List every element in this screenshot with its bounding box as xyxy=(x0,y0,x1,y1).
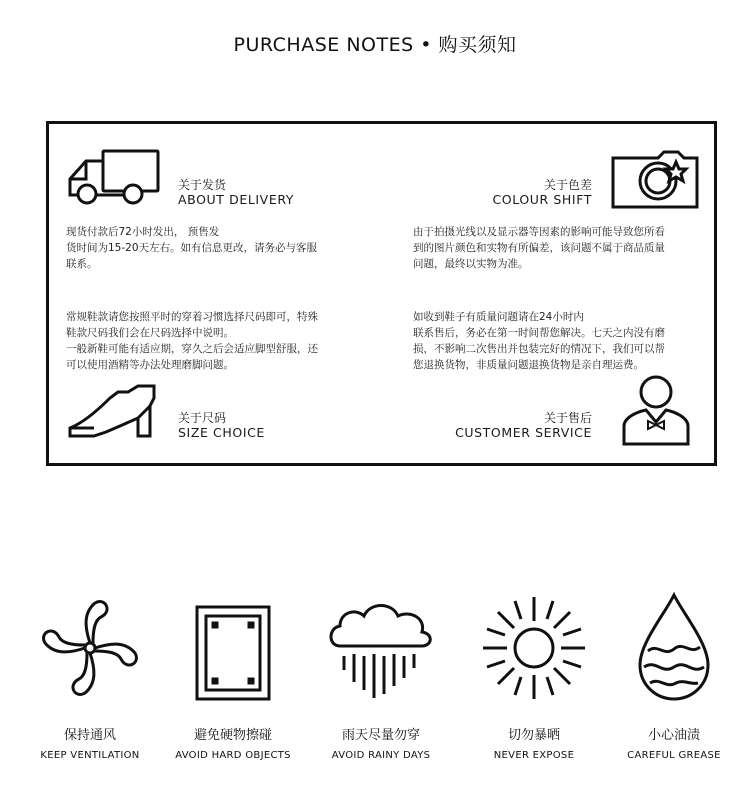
text-line: 由于拍摄光线以及显示器等因素的影响可能导致您所看 xyxy=(413,226,665,238)
text-line: 联系售后，务必在第一时间帮您解决。七天之内没有磨 xyxy=(413,327,665,339)
text-line: 到的图片颜色和实物有所偏差，该问题不属于商品质量 xyxy=(413,242,665,254)
high-heel-shoe-icon xyxy=(66,384,161,439)
care-item-grease xyxy=(599,585,749,762)
care-label-en: NEVER EXPOSE xyxy=(493,750,575,761)
camera-icon xyxy=(610,150,700,210)
rain-cloud-icon xyxy=(306,585,456,703)
delivery-title-cn: 关于发货 xyxy=(178,178,227,192)
text-line: 一般新鞋可能有适应期，穿久之后会适应脚型舒服，还 xyxy=(66,343,318,355)
text-line: 问题，最终以实物为准。 xyxy=(413,258,529,270)
size-title-en: SIZE CHOICE xyxy=(178,425,265,440)
frame-hard-object-icon xyxy=(158,585,308,703)
care-item-rainy xyxy=(306,585,456,762)
truck-icon xyxy=(66,149,161,207)
delivery-title-en: ABOUT DELIVERY xyxy=(178,192,295,207)
care-label-en: CAREFUL GREASE xyxy=(627,750,721,761)
text-line: 您退换货物，非质量问题退换货物是亲自理运费。 xyxy=(413,359,644,371)
delivery-text xyxy=(66,224,366,272)
care-item-ventilation xyxy=(15,585,165,762)
text-line: 鞋款尺码我们会在尺码选择中说明。 xyxy=(66,327,234,339)
care-label-en: AVOID RAINY DAYS xyxy=(331,750,431,761)
colour-text xyxy=(413,224,703,272)
text-line: 可以使用酒精等办法处理磨脚问题。 xyxy=(66,359,234,371)
care-label-cn: 小心油渍 xyxy=(647,728,700,743)
sun-icon xyxy=(459,585,609,703)
care-label-cn: 雨天尽量勿穿 xyxy=(341,728,420,743)
service-title-cn: 关于售后 xyxy=(543,411,592,425)
service-text xyxy=(413,309,703,373)
text-line: 常规鞋款请您按照平时的穿着习惯选择尺码即可，特殊 xyxy=(66,311,318,323)
text-line: 联系。 xyxy=(66,258,98,270)
text-line: 损，不影响二次售出并包装完好的情况下，我们可以帮 xyxy=(413,343,665,355)
fan-ventilation-icon xyxy=(15,585,165,703)
text-line: 现货付款后72小时发出， 预售发 xyxy=(66,226,220,238)
customer-service-person-icon xyxy=(622,374,690,446)
colour-title-en: COLOUR SHIFT xyxy=(492,192,592,207)
care-label-en: KEEP VENTILATION xyxy=(40,750,140,761)
page-title: PURCHASE NOTES • 购买须知 xyxy=(233,34,517,56)
care-label-en: AVOID HARD OBJECTS xyxy=(175,750,291,761)
text-line: 货时间为15-20天左右。如有信息更改，请务必与客服 xyxy=(66,242,318,254)
care-label-cn: 切勿暴晒 xyxy=(507,728,560,743)
service-title-en: CUSTOMER SERVICE xyxy=(455,425,592,440)
text-line: 如收到鞋子有质量问题请在24小时内 xyxy=(413,311,584,323)
care-label-cn: 保持通风 xyxy=(63,728,116,743)
size-title-cn: 关于尺码 xyxy=(178,411,227,425)
colour-title-cn: 关于色差 xyxy=(543,178,592,192)
size-text xyxy=(66,309,366,373)
care-label-cn: 避免硬物擦碰 xyxy=(193,728,272,743)
grease-drop-icon xyxy=(599,585,749,703)
care-item-sun xyxy=(459,585,609,762)
care-item-hard-objects xyxy=(158,585,308,762)
